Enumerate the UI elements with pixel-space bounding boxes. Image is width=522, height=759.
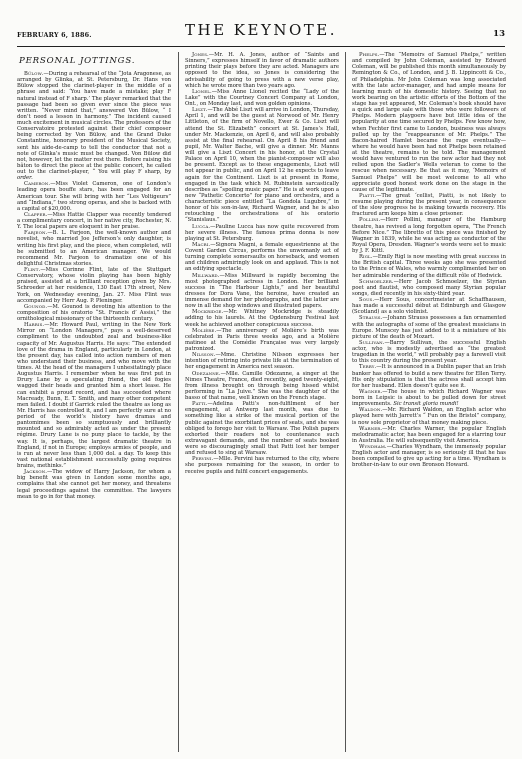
jotting-text: —Emily Rigl is now meeting with great success in the British capital. Three weeks ago she was presented to the Prince of Wales, who warmly complimented her on her admirable rendering of the difficult rôle of Hedwick.	[352, 254, 506, 279]
jotting-name: Sullivan.	[359, 339, 385, 346]
jotting-item	[185, 456, 339, 474]
column-2	[185, 52, 339, 754]
jotting-item	[17, 267, 171, 304]
jotting-name: Millward.	[192, 272, 220, 279]
jotting-item	[352, 193, 506, 218]
masthead-rule	[17, 46, 505, 47]
jotting-item	[185, 401, 339, 456]
jotting-italic-tail: Sic transit gloria mundi!	[393, 401, 459, 408]
jotting-name: Lionel.	[192, 88, 212, 95]
jotting-item	[352, 254, 506, 279]
jotting-text: —Mlle. Camille Odezanne, a singer at the Nimes Theatre, France, died recently, aged twenty-eight, from illness brought on through being hissed whilst performing in “La Juive.” She was the daughter of the basso of that name, well known on the French stage.	[185, 370, 339, 401]
jotting-name: Pollini.	[359, 217, 381, 224]
jotting-text: —Mr. Richard Waldon, an English actor who played here with Jarrett’s “ Fun on the Bristol” company, is now sole proprietor of that money making piece.	[352, 407, 506, 426]
jotting-item	[185, 89, 339, 107]
column-2-items	[185, 52, 339, 475]
jotting-item	[17, 304, 171, 322]
jotting-name: Bülow.	[24, 71, 44, 77]
jotting-name: Liszt.	[192, 107, 208, 114]
jotting-item	[17, 71, 171, 181]
jotting-item	[352, 315, 506, 340]
jotting-item	[17, 181, 171, 212]
jotting-name: Molière.	[192, 327, 217, 334]
jotting-text: —The anniversary of Molière’s birth was celebrated in Paris three weeks ago, and a Molière matinee at the Comédie Française was very largely patronized.	[185, 327, 339, 352]
masthead-title: THE KEYNOTE.	[184, 21, 337, 39]
jotting-name: Flint.	[24, 267, 41, 273]
jotting-item	[185, 273, 339, 310]
jotting-item	[352, 52, 506, 193]
jotting-name: Sous.	[359, 297, 375, 303]
jotting-name: Wyndham.	[359, 444, 387, 450]
jotting-text: —Johann Strauss possesses a fan ornamented with the autographs of some of the greatest musicians in Europe. Munscey has just added to it a miniature of his picture of the death of Mozart.	[352, 315, 506, 340]
jotting-item	[352, 279, 506, 297]
jotting-name: Strauss.	[359, 315, 383, 322]
jotting-italic-tail: by order.	[17, 169, 171, 182]
jotting-item	[17, 230, 171, 267]
jotting-name: Pervini.	[192, 456, 214, 463]
jotting-text: —The Abbé Liszt will arrive in London, Thursday, April 1, and will be the guest at Norwood of Mr. Henry Littleton, of the firm of Novello, Ewer & Co. Liszt will attend the St. Elizabeth” concert at St. James’s Hall, under Mr. Mackenzie, on April 6, and will also probably assist at the final rehearsal. On April 8 his friend and pupil, Mr. Walter Bache, will give a dinner. Mr. Manns will give a Liszt Concert in his honor, at the Crystal Palace on April 10, when the pianist-composer will also be present. Except as to these engagements, Liszt will not appear in public, and on April 12 he expects to leave again for the Continent. Liszt is at present in Rome, engaged in the task which M. Rubinstein sarcastically describes as “spoiling music paper.” He is at work upon a new “Pathetic Concerto” for piano and orchestra, and a characteristic piece entitled “La Gondola Lugubre,” in honor of his son-in-law, Richard Wagner, and he is also retouching the orchestrations of his oratorio “Stanislaus.”	[185, 107, 339, 224]
column-3	[352, 52, 506, 754]
column-1	[17, 52, 171, 754]
column-divider	[345, 52, 346, 752]
section-heading: PERSONAL JOTTINGS.	[19, 56, 136, 66]
jotting-name: Odezanne.	[192, 370, 221, 377]
column-3-items	[352, 52, 506, 469]
jotting-name: Jackson.	[24, 469, 48, 476]
jotting-text: —The widow of Harry Jackson, for whom a big benefit was given in London some months ago, complains that she cannot get her money, and threatens legal proceedings against the committee. The lawyers mean to go in for that money.	[17, 469, 171, 500]
jotting-item	[185, 328, 339, 353]
jotting-name: Waldon.	[359, 407, 383, 414]
column-divider	[178, 52, 179, 752]
jotting-text: —The house in which Richard Wagner was born in Leipsic is about to be pulled down for street improvements.	[352, 388, 506, 408]
jotting-item	[185, 52, 339, 89]
jotting-name: Schmoelzer.	[359, 278, 394, 285]
jotting-name: Piatti.	[359, 192, 377, 199]
jotting-name: Warner.	[359, 425, 383, 432]
jotting-item	[352, 340, 506, 365]
jotting-text: —Miss Millward is rapidly becoming the most photographed actress in London. Her brilliant success in “The Harbour Lights,” and her beautiful dresses for Dora Vane, the heroine, have created an immense demand for her photographs, and the latter are now in all the shop windows and illustrated papers.	[185, 272, 339, 310]
jotting-item	[17, 212, 171, 230]
jotting-name: Phelps.	[359, 52, 380, 58]
jotting-name: Jones.	[192, 52, 209, 58]
jotting-text: —Mr. Howard Paul, writing in the New York Mirror on “London Managers,” pays a well-deserved compliment to the undoubted zeal and business-like capacity of Mr. Augustus Harris. He says: “The extended love of the drama in England, particularly in London, at the present day, has called into action numbers of men who understand their business, and who move with the times. At the head of the managers I unhesitatingly place Augustus Harris. I remember when he was first put in Drury Lane by a speculating friend, the old fogies wagged their heads and granted him a short lease. He can exhibit a proud record, and has succeeded where Macready, Bunn, E. T. Smith, and many other competent men failed. I doubt if Garrick ruled the theatre as long as Mr. Harris has controlled it, and I am perfectly sure at no period of the world’s history have dramas and pantomimes been so sumptuously and brilliantly mounted and so admirably acted as under the present régime. Drury Lane is no puny place to tackle, by the way. It is, perhaps, the largest dramatic theatre in England, if not in Europe; employs armies of people, and is run at never less than 1,000 dol. a day. To keep this vast national establishment successfully going requires brains, methinks.”	[17, 322, 171, 469]
jotting-item	[352, 426, 506, 444]
jotting-item	[17, 469, 171, 500]
jotting-text: —Mr. H. A. Jones, author of “Saints and Sinners,” expresses himself in favor of dramatic authors printing their plays before they are acted. Managers are opposed to the idea, so Jones is considering the advisability of going to press with a new verse play, which he wrote more than two years ago.	[185, 52, 339, 89]
jotting-name: Rigl.	[359, 254, 373, 261]
jotting-text: —The “Memoirs of Samuel Phelps,” written and compiled by John Coleman, assisted by Edward Coleman, will be published this month simultaneously by Remington & Co., of London, and J. B. Lippincott & Co., of Philadelphia. Mr John Coleman was long associated with the late actor-manager, and had ample means for learning much of his domestic history. Seeing that no work bearing on the artistic efforts of the Bottom of the stage has yet appeared, Mr. Coleman’s book should have a quick and large sale with those who were followers of Phelps. Modern playgoers have but little idea of the popularity at one time secured by Phelps. Few know how, when Fechter first came to London, business was always pulled up by the “reappearance of Mr. Phelps.” The Bacon-haired Hamlet became the rage eventually—where he would have been had not Phelps been retained at the theatre, remains to be told. The management would have ventured to run the new actor had they not relied upon the Sadler’s Wells veteran to come to the rescue when necessary. Be that as it may, ‘Memoirs of Samuel Phelps” will be most welcome to all who appreciate good honest work done on the stage in the cause of the legitimate.	[352, 52, 506, 193]
jotting-text: —Herr Pollini, manager of the Hamburg theatre, has revived a long forgotten opera, “The French Before Nice.” The libretto of this piece was finished by Wagner in 1839, while he was acting as conductor of the Royal Opera, Dresden. Wagner’s words were set to music by J. F. Kittl.	[352, 217, 506, 254]
jotting-name: Wagner.	[359, 388, 383, 395]
jotting-text: —Miss Corinne Flint, late of the Stuttgart Conservatory, whose violin playing has been highly praised, assisted at a brilliant reception given by Mrs. Schroeder at her residence, 130 East 17th street, New York, on Wednesday evening, Jan. 27. Miss Flint was accompanied by Herr Aug. P. Pleninger.	[17, 267, 171, 304]
jotting-item	[17, 322, 171, 469]
column-1-items	[17, 71, 171, 500]
jotting-text: —The great ‘cellist, Piatti, is not likely to resume playing during the present year, in consequence of the slow progress he is making towards recovery. His fractured arm keeps him a close prisoner.	[352, 192, 506, 218]
jotting-item	[185, 107, 339, 223]
jotting-name: Cameron.	[24, 181, 51, 188]
jotting-name: Nilsson.	[192, 352, 216, 359]
jotting-name: Patti.	[192, 401, 208, 408]
page-number: 13	[493, 29, 505, 39]
jotting-text: —Mlle. Pervini has returned to the city, where she purposes remaining for the season, in order to receive pupils and fulfil concert engagements.	[185, 456, 339, 475]
jotting-item	[352, 389, 506, 407]
jotting-name: Farjeon.	[24, 230, 48, 237]
jotting-item	[185, 352, 339, 370]
jotting-item	[352, 217, 506, 254]
jotting-text: —Mme. Christine Nilsson expresses her intention of retiring into private life at the termination of her engagement in America next season.	[185, 352, 339, 371]
jotting-text: —Miss Anne Lionel recited the “Lady of the Lake” with the Courtney Concert Company at London, Ont., on Monday last, and won golden opinions.	[185, 88, 339, 107]
jotting-text: —Mr. Whitney Mockridge is steadily adding to his laurels. At the Ogdensburg Festival last week he achieved another conspicuous success.	[185, 309, 339, 328]
jotting-text: —Herr Sous, concertmeister at Schaffhausen, has made a successful début at Edinburgh and Glasgow (Scotland) as a solo violinist.	[352, 297, 506, 316]
jotting-text: —Adelina Patti’s non-fulfilment of her engagement, at Antwerp last month, was due to something like a strike of the musical portion of the public against the exorbitant prices of seats, and she was obliged to forego her visit to Warsaw. The Polish papers exhorted their readers not to countenance such extravagant demands, and the number of seats booked were so discouragingly small that Patti lost her temper and refused to sing at Warsaw.	[185, 401, 339, 457]
jotting-text: —B. L. Farjeon, the well-known author and novelist, who married Joe Jefferson’s only daughter, is writing his first play, and the piece, when completed, will be submitted to an American manager. We would recommend Mr. Farjeon to dramatize one of his delightful Christmas stories.	[17, 230, 171, 267]
jotting-text: —Miss Violet Cameron, one of London’s leading opera bouffe stars, has been engaged for an American tour. She will bring with her “Les Voltigeurs” and “Indiana,” two strong operas, and she is backed with a capital of $20,000.	[17, 181, 171, 212]
jotting-text: —Pauline Lucca has now quite recovered from her severe illness. The famous prima donna is now playing at St. Petersburg.	[185, 223, 339, 242]
jotting-text: —During a rehearsal of the “Jota Aragonese, as arranged by Glinka, at St. Petersburg, Dr. Hans von Bülow stopped the clarinet-player in the middle of a phrase and said: ‘You have made a mistake; play F natural instead of F sharp.’ The player remarked that the passage had been so given ever since the piece was written. “Never mind that,” answered Von Bülow, “ I don’t need a lesson in harmony.” The incident caused much excitement in musical circles. The professors of the Conservatoire protested against their chief composer being corrected by Von Bülow, and the Grand Duke Constantine, honorary president of the Musical Society, sent his aide-de-camp to tell the conductor that not a note of Glinka’s music must be changed. Von Bülow did not, however, let the matter rest there. Before raising his bâton to direct the piece at the public concert, he called out to the clarinet-player, “ You will play F sharp,	[17, 71, 171, 175]
jotting-name: Clapper.	[24, 211, 48, 218]
jotting-name: Lucca.	[192, 223, 211, 230]
jotting-name: Terry.	[359, 364, 377, 371]
issue-date: FEBRUARY 6, 1886.	[17, 31, 92, 39]
jotting-item	[352, 364, 506, 389]
jotting-text: —Barry Sullivan, the successful English actor, who is modestly advertised as “the greatest tragedian in the world,” will probably pay a farewell visit to this country during the present year.	[352, 339, 506, 365]
jotting-item	[185, 309, 339, 327]
jotting-item	[352, 444, 506, 469]
jotting-name: Macri.	[192, 241, 211, 248]
jotting-text: —It is announced in a Dublin paper that an Irish banker has offered to build a new theatre for Ellen Terry. His only stipulation is that the actress shall accept him for her husband. Ellen doesn’t quite see it.	[352, 364, 506, 389]
jotting-item	[352, 297, 506, 315]
jotting-text: —Mr. Charles Warner, the popular English melodramatic actor, has been engaged for a starring tour in Australia. He will subsequently visit America.	[352, 425, 506, 444]
jotting-text: —Signora Magni, a female equestrienne at the Covent Garden Circus, performs the unwomanly act of turning complete somersaults on horseback, and women and children admiringly look on and applaud. This is not an edifying spectacle.	[185, 241, 339, 273]
jotting-item	[185, 371, 339, 402]
jotting-item	[185, 242, 339, 273]
jotting-name: Harris.	[24, 322, 45, 329]
jotting-text: —M. Gounod is devoting his attention to the composition of his oratorio “St. Francis d’ Assisi,” the ornithological missionary of the thirteenth century.	[17, 303, 171, 322]
jotting-name: Mockridge.	[192, 309, 224, 316]
jotting-text: —Miss Hattie Clapper was recently tendered a complimentary concert, in her native city, Rochester, N. Y. The local papers are eloquent in her praise.	[17, 211, 171, 231]
jotting-name: Gounod.	[24, 303, 48, 310]
jotting-item	[352, 407, 506, 425]
jotting-item	[185, 224, 339, 242]
jotting-text: —Herr Jacob Schmoelzer, the Styrian poet and flautist, who composed many Styrian popular songs, died recently in his sixty-third year.	[352, 278, 506, 297]
jotting-text: —Charles Wyndham, the immensely popular English actor and manager, is so seriously ill that he has been compelled to give up acting for a time. Wyndham is brother-in-law to our own Bronson Howard.	[352, 444, 506, 469]
